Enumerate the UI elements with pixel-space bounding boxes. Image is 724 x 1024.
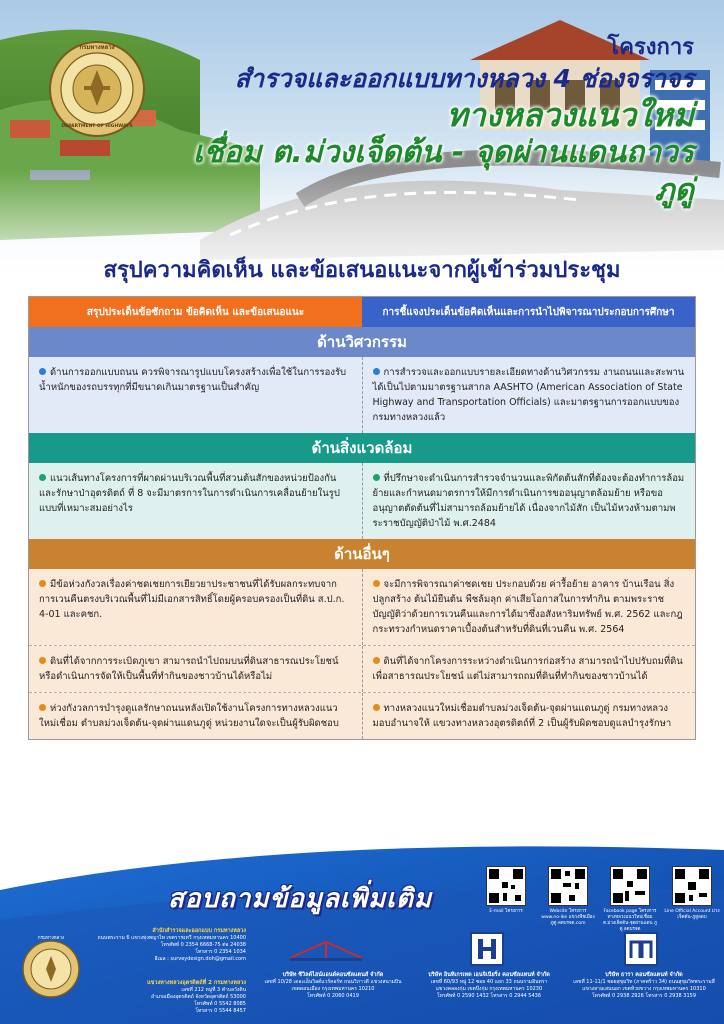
dept-logo-text: กรมทางหลวง (37, 936, 65, 941)
district-phone: โทรศัพท์ 0 5542 8085 (194, 1001, 246, 1007)
qr-facebook[interactable] (602, 866, 658, 933)
opinions-table (28, 296, 696, 740)
response-text: ดินที่ได้จากโครงการระหว่างดำเนินการก่อสร้าง สามารถนำไปปรับถมที่ดินเพื่อสาธารณประโยชน์ แต่ไม่สามารถถมที่ดินที่ทำกินของชาวบ้านได้ (372, 656, 683, 682)
dept-contact (86, 928, 246, 963)
response-cell (363, 569, 696, 645)
table-row (29, 645, 695, 692)
company-contact (568, 972, 720, 1000)
company-contact (258, 972, 408, 1000)
header-banner (0, 0, 724, 290)
response-cell (363, 646, 696, 692)
table-row (29, 569, 695, 645)
dept-fax: โทรสาร 0 2354 1034 (195, 949, 246, 955)
qr-line[interactable] (664, 866, 720, 921)
title-line-2: สำรวจและออกแบบทางหลวง 4 ช่องจราจร (234, 64, 694, 93)
company-name: บริษัท อินทิเกรเทด เอนจิเนียริ่ง คอนซัลแทนท์ จำกัด (428, 972, 550, 978)
bullet-icon (39, 474, 46, 481)
company-contact (414, 972, 564, 1000)
response-text: จะมีการพิจารณาค่าชดเชย ประกอบด้วย ค่ารื้อย้าย อาคาร บ้านเรือน สิ่งปลูกสร้าง ต้นไม้ยืนต้น พืชล้มลุก ค่าเสียโอกาสในการทำกิน ตามพระราชบัญญัติว่าด้วยการเวนคืนและการได้มาซึ่งอสังหาริมทรัพย์ พ.ศ. 2562 และกฎกระทรวงกำหนดราคาเบื้องต้นสำหรับที่ดินที่เวนคืน พ.ศ. 2564 (372, 579, 683, 635)
table-row (29, 357, 695, 433)
more-info-heading: สอบถามข้อมูลเพิ่มเติม (168, 884, 433, 914)
company-phone: โทรศัพท์ 0 2938 2926 โทรสาร 0 2938 3159 (591, 993, 697, 999)
table-row (29, 692, 695, 739)
bullet-icon (373, 368, 380, 375)
response-text: การสำรวจและออกแบบรายละเอียดทางด้านวิศวกรรม งานถนนและสะพานได้เป็นไปตามมาตรฐานสากล AASHTO (American Association of State Highway and Transportation Officials) และมาตรฐานการออกแบบของกรมทางหลวงแล้ว (372, 367, 685, 423)
integrated-engineering-logo-icon (470, 932, 504, 966)
emblem-text-top: กรมทางหลวง (79, 44, 115, 51)
company-phone: โทรศัพท์ 0 2060 0419 (307, 993, 359, 999)
question-cell (29, 463, 363, 539)
response-cell (363, 463, 696, 539)
question-text: มีข้อห่วงกังวลเรื่องค่าชดเชยการเยียวยาประชาชนที่ได้รับผลกระทบจากการเวนคืนตรงบริเวณพื้นที่ไม่มีเอกสารสิทธิ์โดยผู้ครอบครองเป็นที่ดิน ส.ป.ก. 4-01 และคชก. (39, 579, 345, 620)
bullet-icon (373, 704, 380, 711)
qr-label: E-mail โครงการ (489, 909, 523, 914)
company-name: บริษัท ธารา คอนซัลแตนท์ จำกัด (605, 972, 683, 978)
company-phone: โทรศัพท์ 0 2590 1432 โทรสาร 0 2944 5436 (436, 993, 542, 999)
question-cell (29, 569, 363, 645)
district-address-2: อำเภอเมืองอุตรดิตถ์ จังหวัดอุตรดิตถ์ 53000 (151, 994, 246, 1000)
summary-title: สรุปความคิดเห็น และข้อเสนอแนะจากผู้เข้าร่วมประชุม (103, 258, 621, 283)
column-header-responses: การชี้แจงประเด็นข้อคิดเห็นและการนำไปพิจารณาประกอบการศึกษา (362, 297, 695, 327)
company-address-1: เลขที่ 10/28 เดอะเอ็นวิลด์แวร์คอร์ท ถนนวิภาวดี แขวงสนามบิน (264, 979, 402, 985)
dept-phone: โทรศัพท์ 0 2354 6668-75 ต่อ 24038 (160, 942, 246, 948)
district-address-1: เลขที่ 212 หมู่ที่ 3 ตำบลวังดิน (181, 987, 246, 993)
title-line-1: โครงการ (607, 35, 694, 60)
company-address-2: เขตดอนเมือง กรุงเทพมหานคร 10210 (291, 986, 375, 992)
qr-website[interactable] (540, 866, 596, 927)
bullet-icon (39, 580, 46, 587)
response-cell (363, 357, 696, 433)
column-header-questions: สรุปประเด็นข้อซักถาม ข้อคิดเห็น และข้อเสนอแนะ (29, 297, 362, 327)
title-line-4: เชื่อม ต.ม่วงเจ็ดต้น - จุดผ่านแดนถาวรภูดู่ (193, 135, 694, 208)
qr-code-icon (672, 866, 712, 906)
question-text: แนวเส้นทางโครงการที่ผาดผ่านบริเวณพื้นที่สวนต้นสักของหน่วยป้องกันและรักษาป่าอุตรดิตถ์ ที่ 8 จะมีมาตรการในการดำเนินการเคลื่อนย้ายในรูปแบบที่เหมาะสมอย่างไร (39, 473, 340, 514)
table-column-headers (29, 297, 695, 327)
company-name: บริษัท ซีวิลด์ไฮน์แอนด์คอนซัลแตนส์ จำกัด (282, 972, 384, 978)
bullet-icon (39, 657, 46, 664)
bullet-icon (39, 368, 46, 375)
company-address-1: เลขที่ 60/93 หมู่ 12 ซอย 40 แยก 33 ถนนรามอินทรา (430, 979, 548, 985)
question-text: ด้านการออกแบบถนน ควรพิจารณารูปแบบโครงสร้างเพื่อใช้ในการรองรับน้ำหนักของรถบรรทุกที่มีขนาดเกินมาตรฐานเป็นสำคัญ (39, 367, 347, 393)
table-row (29, 463, 695, 539)
qr-label: Facebook page โครงการทางหลวงแนวใหม่เชื่อม ต.ม่วงเจ็ดต้น-จุดผ่านแดน ภูดู่ ลดบรจด (603, 909, 657, 932)
qr-code-icon (548, 866, 588, 906)
project-title (174, 34, 694, 210)
company-address-2: แขวงคลองกุ่ม เขตบึงกุ่ม กรุงเทพมหานคร 10230 (435, 986, 543, 992)
dept-address: ถนนพระราม 6 แขวงทุ่งพญาไท เขตราชเทวี กรุงเทพมหานคร 10400 (97, 935, 246, 941)
department-emblem-icon (22, 940, 80, 998)
qr-label: Line Official Account ม่วงเจ็ดต้น-ภูดู่ลดบ (664, 909, 720, 920)
footer-contact (0, 830, 724, 1024)
qr-code-icon (610, 866, 650, 906)
question-text: ห่วงกังวลการบำรุงดูแลรักษาถนนหลังเปิดใช้งานโครงการทางหลวงแนวใหม่เชื่อม ตำบลม่วงเจ็ดต้น-จุดผ่านแดนภูดู่ หน่วยงานใดจะเป็นผู้รับผิดชอบ (39, 703, 339, 729)
section-engineering-title: ด้านวิศวกรรม (29, 327, 695, 357)
response-text: ทางหลวงแนวใหม่เชื่อมตำบลม่วงเจ็ดต้น-จุดผ่านแดนภูดู่ กรมทางหลวงมอบอำนาจให้ แขวงทางหลวงอุตรดิตถ์ที่ 2 เป็นผู้รับผิดชอบดูแลบำรุงรักษา (372, 703, 672, 729)
district-name: แขวงทางหลวงอุตรดิตถ์ที่ 2 กรมทางหลวง (147, 980, 246, 986)
response-text: ที่ปรึกษาจะดำเนินการสำรวจจำนวนและพิกัดต้นสักที่ต้องจะต้องทำการล้อมย้ายและกำหนดมาตรการให้มีการดำเนินการขออนุญาตล้อมย้าย หรือขออนุญาตตัดต้นที่ไม่สามารถล้อมย้ายได้ เนื่องจากไม้สัก เป็นไม้หวงห้ามตามพระราชบัญญัติป่าไม้ พ.ศ.2484 (372, 473, 685, 529)
civil-engineering-logo-icon (286, 936, 366, 966)
thara-consultant-logo-icon (624, 932, 658, 966)
dept-email: อีเมล : surveydesign.doh@gmail.com (154, 956, 246, 962)
emblem-text-bottom: DEPARTMENT OF HIGHWAYS (61, 124, 133, 129)
question-cell (29, 693, 363, 739)
title-line-3: ทางหลวงแนวใหม่ (446, 96, 694, 134)
section-other-title: ด้านอื่นๆ (29, 539, 695, 569)
bullet-icon (373, 657, 380, 664)
question-cell (29, 646, 363, 692)
response-cell (363, 693, 696, 739)
section-environment-title: ด้านสิ่งแวดล้อม (29, 433, 695, 463)
district-fax: โทรสาร 0 5544 8457 (195, 1008, 246, 1014)
company-address-1: เลขที่ 11-11/1 ซอยสุขุมวิท (ภาคพร้าว 34) ถนนสุขุมวิทพระรามสี่ (573, 979, 715, 985)
dept-name: สำนักสำรวจและออกแบบ กรมทางหลวง (152, 928, 246, 934)
bullet-icon (373, 580, 380, 587)
bullet-icon (39, 704, 46, 711)
qr-label: Website โครงการ www.no-ike แขวงพืชเมือง ภูดู่-ลดบรจด.com (541, 909, 595, 926)
district-contact (86, 980, 246, 1015)
question-cell (29, 357, 363, 433)
company-address-2: แขวงสามเสนนอก เขตห้วยขวาง กรุงเทพมหานคร 10310 (582, 986, 706, 992)
question-text: ดินที่ได้จากการระเบิดภูเขา สามารถนำไปถมบนที่ดินสาธารณประโยชน์หรือดำเนินการจัดให้เป็นพื้นที่ทำกินของชาวบ้านได้หรือไม่ (39, 656, 339, 682)
qr-email[interactable] (478, 866, 534, 915)
bullet-icon (373, 474, 380, 481)
qr-code-icon (486, 866, 526, 906)
